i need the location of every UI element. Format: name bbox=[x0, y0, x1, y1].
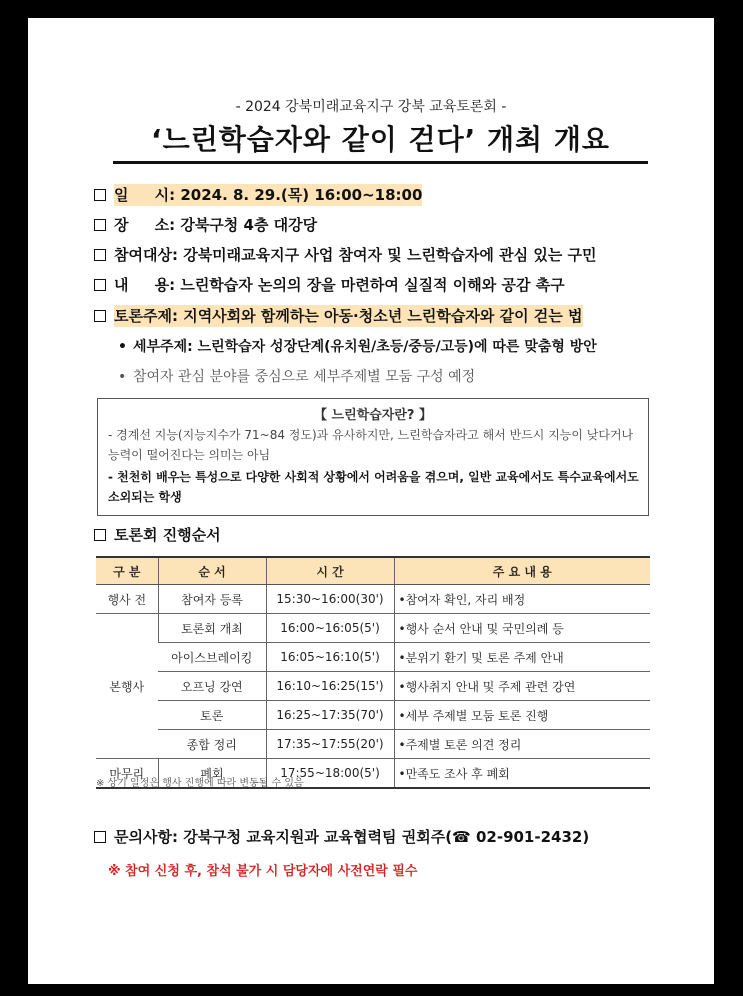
time-cell: 16:00~16:05(5') bbox=[266, 614, 394, 643]
table-row bbox=[96, 701, 650, 730]
table-row bbox=[96, 585, 650, 614]
table-row bbox=[96, 672, 650, 701]
definition-para-1: - 경계선 지능(지능지수가 71~84 정도)과 유사하지만, 느린학습자라고 해서 반드시 지능이 낮다거나 능력이 떨어진다는 의미는 아님 bbox=[108, 428, 634, 462]
overview-target bbox=[94, 244, 597, 265]
document-page bbox=[28, 18, 714, 984]
overview-label: 장 소: bbox=[114, 216, 176, 234]
group-cell: 행사 전 bbox=[96, 585, 158, 614]
content-cell: •행사취지 안내 및 주제 관련 강연 bbox=[394, 672, 650, 701]
time-cell: 16:10~16:25(15') bbox=[266, 672, 394, 701]
overview-label: 토론주제: bbox=[114, 307, 178, 325]
document-title: ‘느린학습자와 같이 걷다’ 개최 개요 bbox=[113, 118, 648, 164]
checkbox-icon bbox=[94, 189, 106, 201]
schedule-heading: 토론회 진행순서 bbox=[94, 524, 221, 545]
overview-content bbox=[94, 274, 565, 295]
schedule-footnote: ※ 상기 일정은 행사 진행에 따라 변동될 수 있음 bbox=[96, 778, 304, 789]
definition-para-2: - 천천히 배우는 특성으로 다양한 사회적 상황에서 어려움을 겪으며, 일반 교육에서도 특수교육에서도 소외되는 학생 bbox=[108, 470, 639, 504]
header-time: 시 간 bbox=[266, 557, 394, 585]
overview-value: 지역사회와 함께하는 아동·청소년 느린학습자와 같이 걷는 법 bbox=[183, 307, 583, 325]
table-row bbox=[96, 730, 650, 759]
overview-label: 내 용: bbox=[114, 276, 176, 294]
definition-title: 【 느린학습자란? 】 bbox=[314, 408, 432, 423]
header-category: 구 분 bbox=[96, 557, 158, 585]
checkbox-icon bbox=[94, 249, 106, 261]
checkbox-icon bbox=[94, 219, 106, 231]
checkbox-icon bbox=[94, 831, 106, 843]
overview-value: 강북미래교육지구 사업 참여자 및 느린학습자에 관심 있는 구민 bbox=[183, 246, 597, 264]
bullet-detail-topic: • 세부주제: 느린학습자 성장단계(유치원/초등/중등/고등)에 따른 맞춤형 방안 bbox=[118, 339, 597, 355]
content-cell: •만족도 조사 후 폐회 bbox=[394, 759, 650, 789]
group-cell: 본행사 bbox=[96, 614, 158, 759]
checkbox-icon bbox=[94, 310, 106, 322]
order-cell: 참여자 등록 bbox=[158, 585, 266, 614]
schedule-table bbox=[96, 556, 650, 789]
header-order: 순 서 bbox=[158, 557, 266, 585]
contact-value: 강북구청 교육지원과 교육협력팀 권회주(☎ 02-901-2432) bbox=[183, 828, 590, 846]
overview-date bbox=[94, 184, 422, 205]
time-cell: 17:55~18:00(5') bbox=[266, 759, 394, 789]
order-cell: 오프닝 강연 bbox=[158, 672, 266, 701]
order-cell: 아이스브레이킹 bbox=[158, 643, 266, 672]
time-cell: 16:05~16:10(5') bbox=[266, 643, 394, 672]
content-cell: •주제별 토론 의견 정리 bbox=[394, 730, 650, 759]
overview-value: 2024. 8. 29.(목) 16:00~18:00 bbox=[180, 186, 423, 204]
time-cell: 15:30~16:00(30') bbox=[266, 585, 394, 614]
group-cell: 마무리 bbox=[96, 759, 158, 789]
order-cell: 토론회 개최 bbox=[158, 614, 266, 643]
checkbox-icon bbox=[94, 529, 106, 541]
content-cell: •참여자 확인, 자리 배정 bbox=[394, 585, 650, 614]
warning-notice: ※ 참여 신청 후, 참석 불가 시 담당자에 사전연락 필수 bbox=[108, 864, 418, 879]
time-cell: 17:35~17:55(20') bbox=[266, 730, 394, 759]
contact-label: 문의사항: bbox=[114, 828, 178, 846]
content-cell: •세부 주제별 모둠 토론 진행 bbox=[394, 701, 650, 730]
title-underline bbox=[113, 161, 648, 162]
checkbox-icon bbox=[94, 279, 106, 291]
table-row bbox=[96, 614, 650, 643]
content-cell: •분위기 환기 및 토론 주제 안내 bbox=[394, 643, 650, 672]
order-cell: 종합 정리 bbox=[158, 730, 266, 759]
event-subtitle: - 2024 강북미래교육지구 강북 교육토론회 - bbox=[235, 99, 507, 115]
overview-label: 일 시: bbox=[114, 186, 176, 204]
order-cell: 폐회 bbox=[158, 759, 266, 789]
order-cell: 토론 bbox=[158, 701, 266, 730]
table-row bbox=[96, 643, 650, 672]
bullet-note: • 참여자 관심 분야를 중심으로 세부주제별 모둠 구성 예정 bbox=[118, 369, 476, 385]
table-header-row bbox=[96, 557, 650, 585]
overview-topic bbox=[94, 305, 583, 326]
time-cell: 16:25~17:35(70') bbox=[266, 701, 394, 730]
overview-value: 느린학습자 논의의 장을 마련하여 실질적 이해와 공감 촉구 bbox=[180, 276, 565, 294]
content-cell: •행사 순서 안내 및 국민의례 등 bbox=[394, 614, 650, 643]
overview-value: 강북구청 4층 대강당 bbox=[180, 216, 318, 234]
definition-box bbox=[97, 398, 649, 516]
overview-place bbox=[94, 214, 317, 235]
overview-label: 참여대상: bbox=[114, 246, 178, 264]
contact-info bbox=[94, 826, 589, 847]
header-content: 주 요 내 용 bbox=[394, 557, 650, 585]
